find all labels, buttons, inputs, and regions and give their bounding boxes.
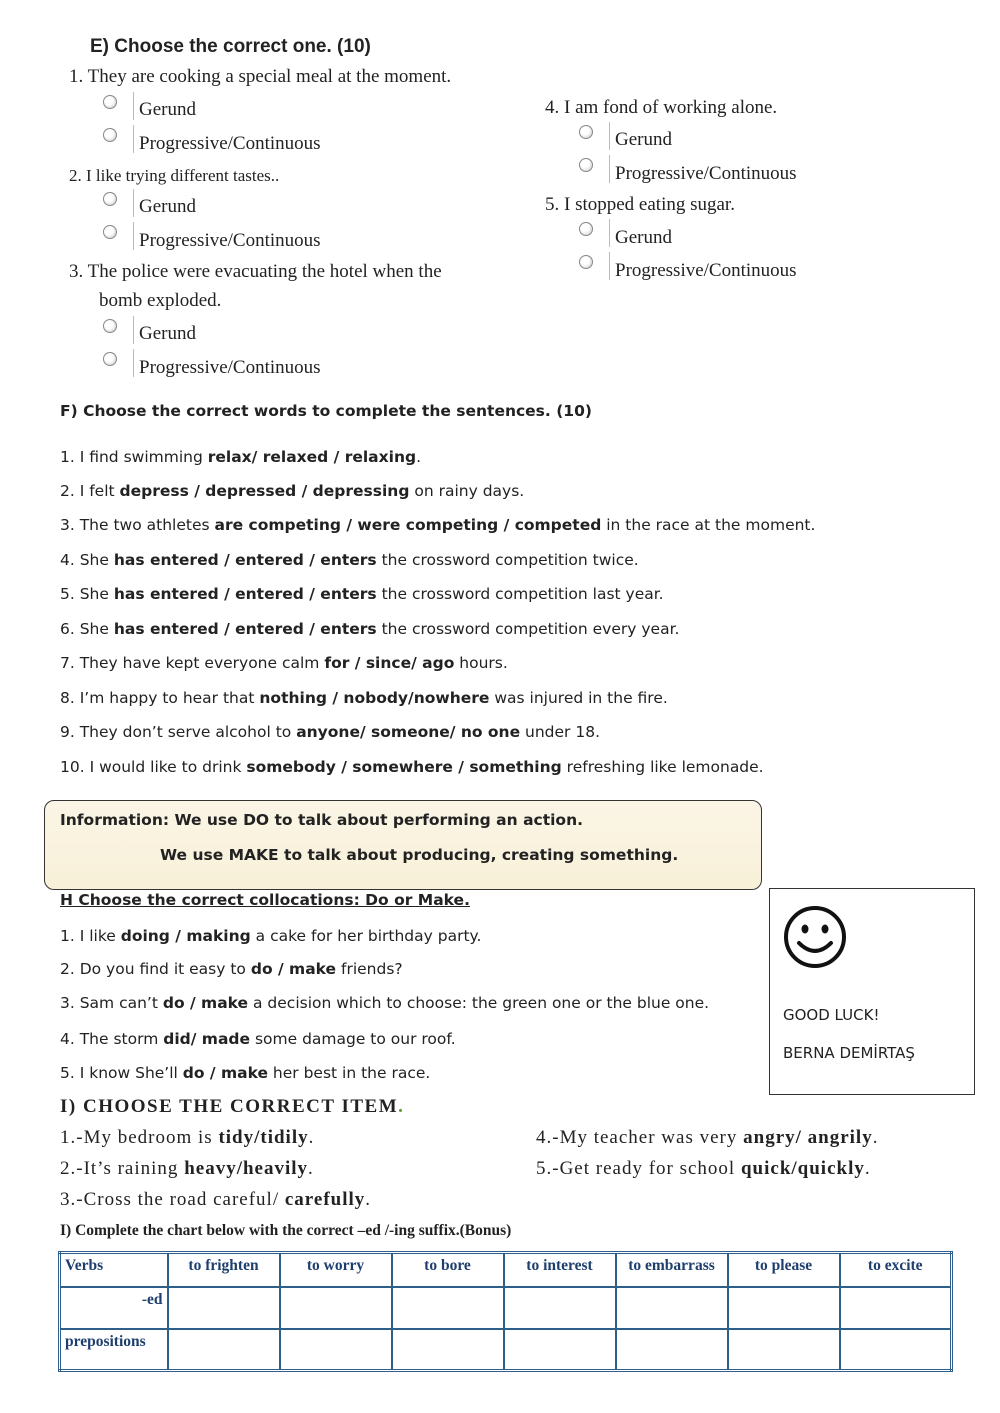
- f-item-2: 2. I felt depress / depressed / depressing on rainy days.: [60, 482, 525, 500]
- divider: [609, 122, 610, 150]
- divider: [609, 219, 610, 247]
- header-cell: to frighten: [168, 1253, 280, 1287]
- divider: [609, 252, 610, 280]
- header-cell: to bore: [392, 1253, 504, 1287]
- section-h-title: H Choose the correct collocations: Do or Make.: [60, 891, 470, 909]
- radio-q1-progressive[interactable]: [103, 128, 117, 142]
- radio-q1-gerund[interactable]: [103, 95, 117, 109]
- section-i-title: I) CHOOSE THE CORRECT ITEM.: [60, 1096, 405, 1117]
- radio-q5-progressive[interactable]: [579, 255, 593, 269]
- option-label: Progressive/Continuous: [615, 260, 797, 281]
- option-label: Progressive/Continuous: [615, 163, 797, 184]
- answer-cell[interactable]: [168, 1287, 280, 1329]
- radio-q2-progressive[interactable]: [103, 225, 117, 239]
- divider: [133, 92, 134, 120]
- header-cell: to excite: [840, 1253, 952, 1287]
- f-item-5: 5. She has entered / entered / enters the crossword competition last year.: [60, 585, 664, 603]
- header-cell: to please: [728, 1253, 840, 1287]
- answer-cell[interactable]: [504, 1287, 616, 1329]
- header-cell: Verbs: [60, 1253, 168, 1287]
- info-line-2: We use MAKE to talk about producing, creating something.: [160, 846, 679, 864]
- answer-cell[interactable]: [840, 1287, 952, 1329]
- table-row: [60, 1287, 952, 1329]
- question-2: 2. I like trying different tastes..: [69, 166, 280, 185]
- table-header-row: [60, 1253, 952, 1287]
- row-header-prepositions: prepositions: [60, 1329, 168, 1371]
- radio-q5-gerund[interactable]: [579, 222, 593, 236]
- option-label: Gerund: [615, 227, 672, 248]
- h-item-4: 4. The storm did/ made some damage to our roof.: [60, 1030, 456, 1048]
- chart-title: I) Complete the chart below with the correct –ed /-ing suffix.(Bonus): [60, 1222, 512, 1239]
- divider: [133, 189, 134, 217]
- info-line-1: Information: We use DO to talk about performing an action.: [60, 811, 584, 829]
- divider: [133, 125, 134, 153]
- answer-cell[interactable]: [392, 1329, 504, 1371]
- i-item-4: 4.-My teacher was very angry/ angrily.: [536, 1127, 879, 1148]
- radio-q3-progressive[interactable]: [103, 352, 117, 366]
- option-label: Gerund: [615, 129, 672, 150]
- radio-q4-progressive[interactable]: [579, 158, 593, 172]
- header-cell: to worry: [280, 1253, 392, 1287]
- radio-q3-gerund[interactable]: [103, 319, 117, 333]
- question-1: 1. They are cooking a special meal at the moment.: [69, 66, 452, 87]
- smiley-face-icon: [783, 905, 847, 969]
- good-luck-text: GOOD LUCK!: [783, 1006, 880, 1024]
- h-item-3: 3. Sam can’t do / make a decision which to choose: the green one or the blue one.: [60, 994, 710, 1012]
- i-item-5: 5.-Get ready for school quick/quickly.: [536, 1158, 871, 1179]
- question-4: 4. I am fond of working alone.: [545, 97, 778, 118]
- i-item-3: 3.-Cross the road careful/ carefully.: [60, 1189, 372, 1210]
- answer-cell[interactable]: [168, 1329, 280, 1371]
- divider: [133, 349, 134, 377]
- suffix-chart-table: [58, 1251, 953, 1372]
- option-label: Progressive/Continuous: [139, 357, 321, 378]
- f-item-9: 9. They don’t serve alcohol to anyone/ someone/ no one under 18.: [60, 723, 601, 741]
- radio-q2-gerund[interactable]: [103, 192, 117, 206]
- f-item-8: 8. I’m happy to hear that nothing / nobody/nowhere was injured in the fire.: [60, 689, 668, 707]
- h-item-1: 1. I like doing / making a cake for her birthday party.: [60, 927, 482, 945]
- f-item-4: 4. She has entered / entered / enters the crossword competition twice.: [60, 551, 639, 569]
- header-cell: to interest: [504, 1253, 616, 1287]
- radio-q4-gerund[interactable]: [579, 125, 593, 139]
- h-item-5: 5. I know She’ll do / make her best in the race.: [60, 1064, 431, 1082]
- option-label: Progressive/Continuous: [139, 133, 321, 154]
- f-item-1: 1. I find swimming relax/ relaxed / relaxing.: [60, 448, 422, 466]
- divider: [133, 222, 134, 250]
- author-name: BERNA DEMİRTAŞ: [783, 1044, 915, 1062]
- f-item-3: 3. The two athletes are competing / were competing / competed in the race at the moment.: [60, 516, 816, 534]
- answer-cell[interactable]: [392, 1287, 504, 1329]
- section-f-title: F) Choose the correct words to complete the sentences. (10): [60, 402, 592, 420]
- option-label: Progressive/Continuous: [139, 230, 321, 251]
- option-label: Gerund: [139, 323, 196, 344]
- h-item-2: 2. Do you find it easy to do / make friends?: [60, 960, 403, 978]
- answer-cell[interactable]: [616, 1329, 728, 1371]
- option-label: Gerund: [139, 196, 196, 217]
- question-5: 5. I stopped eating sugar.: [545, 194, 735, 215]
- table-row: [60, 1329, 952, 1371]
- f-item-6: 6. She has entered / entered / enters the crossword competition every year.: [60, 620, 680, 638]
- answer-cell[interactable]: [504, 1329, 616, 1371]
- f-item-10: 10. I would like to drink somebody / somewhere / something refreshing like lemonade.: [60, 758, 764, 776]
- answer-cell[interactable]: [280, 1287, 392, 1329]
- question-3-cont: bomb exploded.: [99, 290, 222, 311]
- answer-cell[interactable]: [616, 1287, 728, 1329]
- section-e-title: E) Choose the correct one. (10): [90, 36, 371, 57]
- f-item-7: 7. They have kept everyone calm for / since/ ago hours.: [60, 654, 508, 672]
- answer-cell[interactable]: [728, 1329, 840, 1371]
- i-item-1: 1.-My bedroom is tidy/tidily.: [60, 1127, 315, 1148]
- answer-cell[interactable]: [280, 1329, 392, 1371]
- answer-cell[interactable]: [840, 1329, 952, 1371]
- row-header-ed: -ed: [60, 1287, 168, 1329]
- i-item-2: 2.-It’s raining heavy/heavily.: [60, 1158, 314, 1179]
- option-label: Gerund: [139, 99, 196, 120]
- header-cell: to embarrass: [616, 1253, 728, 1287]
- question-3: 3. The police were evacuating the hotel when the: [69, 261, 442, 282]
- answer-cell[interactable]: [728, 1287, 840, 1329]
- divider: [133, 316, 134, 344]
- divider: [609, 155, 610, 183]
